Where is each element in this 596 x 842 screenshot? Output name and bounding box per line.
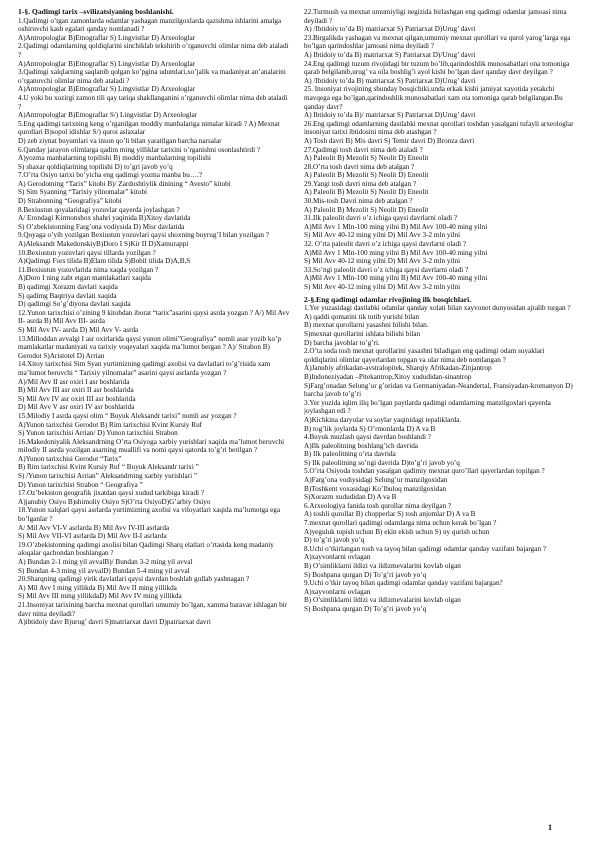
question-line: A)Mil Avv 1 Mln-100 ming yilni B) Mil Avv 100-40 ming yilni <box>304 222 488 231</box>
question-line: S)mexnat qurollarini ishlata bilishi bilan <box>304 329 421 338</box>
question-line: 10.Bexiustun yozuvlari qaysi tillarda yozilgan ? <box>18 248 156 257</box>
question-line: 1.Yer yuzasidagi dastlabki odamlar qanday xolati bilan xayvonot dunyosidan ajralib turgan ? <box>304 304 571 313</box>
question-line: A)Yunon tarixchisi Gerodot “Tarix” <box>18 454 122 463</box>
question-line: 7.O’rta Osiyo tarixi bo’yicha eng qadimgi yozma manba bu….? <box>18 171 203 180</box>
question-line: A) Ibtidoiy to’da B)/ matriarxat S) Patriarxat D)Urug’ davri <box>304 111 476 120</box>
question-line: A) Paleolit B) Mezolit S) Neolit D) Eneolit <box>304 188 429 197</box>
question-line: S) Mil Avv IV asr oxiri III asr boshlarida <box>18 394 136 403</box>
question-line: S) Mil Avv III ming yillikdaD) Mil Avv IV ming yillikda <box>18 592 182 601</box>
question-line: D) Yunon tarixchisi Strabon “ Geografiya ” <box>18 480 143 489</box>
question-line: 25. Insoniyat rivojining shunday bosqichiki,unda erkak kishi jamiyat xayotida yetakchi mavqega ega bo’lgan,qarindoshlik munosabatlari xam ota tomoniga qarab belgilangan.Bu qanday davr? <box>304 85 563 111</box>
question-line: S) Mil Avv 40-12 ming yilni D) Mil Avv 3-2 mln yilni <box>304 257 461 266</box>
question-line: 27.Qadimgi tosh davri nima deb ataladi ? <box>304 145 423 154</box>
question-line: 29.Yangi tosh davri nima deb atalgan ? <box>304 179 417 188</box>
document-page <box>18 8 578 830</box>
question-line: A) toshli qurollar B) chopperlar S) tosh anjomlar D) A va B <box>304 510 476 519</box>
question-line: A) Paleolit B) Mezolit S) Neolit D) Eneolit <box>304 171 429 180</box>
question-line: S) O’zbekistonning Farg’ona vodiysida D) Misr davlatida <box>18 222 185 231</box>
question-line: 33.So’ngi paleolit davri o’z ichiga qaysi davrlarni oladi ? <box>304 265 469 274</box>
question-line: D) Strabonning “Geografiya” kitobi <box>18 197 122 206</box>
question-line: A)Kichkina daryolar va soylar yaqinidagi tepaliklarda. <box>304 415 462 424</box>
question-line: A) Paleolit B) Mezolit S) Neolit D) Eneolit <box>304 154 429 163</box>
question-line: B) O’simliklarni ildizi va ildizmevalarini kovlab olgan <box>304 596 461 605</box>
question-line: 3.Qadimgi xalqlarning saqlanib qolgan ko’pgina udumlari,xo’jalik va madaniyat an’analarini o’rganuvchi olimlar nima deb ataladi ? <box>18 68 286 85</box>
question-line: A)Ilk paleolitning boshlang’ich davrida <box>304 441 418 450</box>
question-line: 15.Milodiy I asrda qaysi olim “ Buyuk Aleksandr tarixi” nomli asr yozgan ? <box>18 411 237 420</box>
question-line: A) Tosh davri B) Mis davri S) Temir davri D) Bronza davri <box>304 136 475 145</box>
question-line: B) Mil Avv III asr oxiri II asr boshlarida <box>18 386 134 395</box>
question-line: S) Yunon tarixchisi Arrian/ D) Yunon tarixchisi Strabon <box>18 429 178 438</box>
question-line: A)Qadimgi Fors tilida B)Elam tilida S)Bobil tilida D)A,B,S <box>18 257 191 266</box>
question-line: S) qadimg Baqtriya davlati xaqida <box>18 291 117 300</box>
question-line: A)Antropologlar B)Etnograflar S) Lingvistlar D) Arxeologlar <box>18 85 196 94</box>
question-line: D) zeb ziynat buyumlari va inson qo’li bilan yaratilgan barcha narsalar <box>18 136 222 145</box>
question-line: A) Gerodotning “Tarix” kitobi B)/ Zardushtiylik dinining “ Avesto” kitobi <box>18 179 231 188</box>
question-line: 22.Turmush va mexnat umumiyligi negizida birlashgan eng qadimgi odamlar jamoasi nima deyiladi ? <box>304 8 567 25</box>
question-line: S) Boshpana qurgan D) To’g’ri javob yo’q <box>304 570 427 579</box>
question-line: 14.Xitoy tarixchisi Sim Syan yurtimizning qadimgi axolisi va davlatlari to’g’risida xam ma’lumot beruvchi “ Tarixiy yilnomalar” asarini qaysi asrlarda yozgan ? <box>18 360 271 377</box>
question-line: A) /Ibtidoiy to’da B) matriarxat S) Patriarxat D)Urug’ davri <box>304 76 476 85</box>
question-line: 2.Qadimgi odamlarning qoldiqlarini sinchiklab tekshirib o’rganuvchi olimlar nima deb ataladi ? <box>18 42 289 59</box>
question-line: A)Aleksandr MakedonskiyB)Doro I S)Kir II D)Xamurappi <box>18 240 189 249</box>
question-line: 5.Eng qadimgi tarixning keng o’rganilgan moddiy manbalariga nimalar kiradi ? A) Mexnat qurollari B)sopol idishlar S/) quroi aslaxalar <box>18 119 280 137</box>
question-line: A) qaddi qomatini tik tutib yurishi bilan <box>304 312 419 321</box>
question-line: 7.mexnat qurollari qadimgi odamlarga nima uchun kerak bo’lgan ? <box>304 519 497 528</box>
question-line: D) qadimgi So’g’diyona davlati xaqida <box>18 300 131 309</box>
page-number: 1 <box>548 823 552 832</box>
question-line: S) Bundan 4-3 ming yil avvalD) Bundan 5-4 ming yil avval <box>18 566 190 575</box>
question-line: A)janubiy Osiyo B)shimoliy Osiyo S)O’rta OsiyoD)G’arbiy Osiyo <box>18 497 211 506</box>
question-line: 8.Uchi o’tkirlangan tosh va tayoq bilan qadimgi odamlar qanday vazifani bajargan ? <box>304 544 547 553</box>
question-line: B) qadimgi Xorazm davlati xaqida <box>18 283 118 291</box>
question-line: A)Mil Avv 1 Mln-100 ming yilni B) Mil Avv 100-40 ming yilni <box>304 274 488 283</box>
question-line: S) Ilk paleolitning so’ngi davrida D)to’g’ri javob yo’q <box>304 458 460 467</box>
question-line: A/ Erondagi Kirmonshox shahri yaqinida B)Xitoy davlatida <box>18 214 191 223</box>
question-line: B) mexnat qurollarni yasashni bilishi bilan. <box>304 321 429 330</box>
question-line: A)Farg’ona vodiysidagi Selung’ur manzilgoxidan <box>304 476 448 485</box>
question-line: 30.Mis-tosh Davri nima deb atalgan ? <box>304 197 413 206</box>
question-line: D) Mil Avv V asr oxiri IV asr boshlarida <box>18 403 135 412</box>
question-line: 4.U yoki bu xozirgi zamon tili qay tariqa shakllanganini o’rganuvchi olimlar nima deb ataladi ? <box>18 93 288 111</box>
question-line: A)/Mil Avv II asr oxiri I asr boshlarida <box>18 377 130 386</box>
question-line: 9.Qoyaga o’yib yozilgan Bexiustun yozuvlari qaysi shoxning buyrug’I bilan yozilgan ? <box>18 231 269 240</box>
question-line: A) Mil Avv I ming yillikda B) Mil Avv II ming yillikda <box>18 583 177 592</box>
question-line: 26.Eng qadimgi odamlarning dastlabki mexnat qurollari toshdan yasalgani tufayli arxeologlar insoniyat tarixi ibtidosini nima deb atashgan ? <box>304 119 574 137</box>
question-line: 20.Sharqning qadimgi yirik davlatlari qaysi davrdan boshlab gullab yashnagan ? <box>18 575 250 584</box>
question-line: 4.Buyuk muzlash qaysi davrdan boshlandi ? <box>304 433 431 442</box>
question-line: 28.O’rta tosh davri nima deb atalgan ? <box>304 162 415 171</box>
question-line: 32. O’rta paleolit davri o’z ichiga qaysi davrlarni oladi ? <box>304 240 467 249</box>
question-line: S) Mil Avv 40-12 ming yilni D) Mil Avv 3-2 mln yilni <box>304 231 461 240</box>
question-line: A)Doro I ning zabt etgan mamlakatlari xaqida <box>18 274 151 283</box>
question-line: A)ibtidoiy davr B)urug’ davri S)matriarxat davri D)patriarxat davri <box>18 618 211 627</box>
question-line: 21.Insoniyat tarixining barcha mexnat qurollari umumiy bo’lgan, xamma baravar ishlagan bir davr nima deyiladi? <box>18 600 288 618</box>
question-line: A)yeguluk topish uchun B) ekin ekish uchun S) uy qurish uchun <box>304 527 490 536</box>
right-column <box>304 8 578 830</box>
question-line: D) barcha javoblar to’g’ri. <box>304 338 380 347</box>
question-line: A)Janubiy afrikadan-avstralopitek, Sharqiy Afrikadan-Zinjantrop <box>304 364 492 373</box>
question-line: A)yozma manbalarning topilishi B) moddiy manbalarning topilishi <box>18 154 211 163</box>
question-line: 13.Milloddan avvalgi I asr oxirlarida qaysi yunon olimi”Geografiya” nomli asar yozib ko’p mamlakatlar madaniyati va tarixiy voqeyalari xaqida ma’lumot bergan ? A)/ Strabon B) Gerodot S)Aristotel D) Arrian <box>18 334 282 360</box>
question-line: 9.Uchi o’tkir tayoq bilan qadimgi odamlar qanday vazifani bajargan? <box>304 579 503 588</box>
question-line: S)Farg’onadan Selung’ur g’oridan va Germaniyadan-Neandertal, Fransiyadan-kromanyon D) barcha javob to’g’ri <box>304 381 573 399</box>
question-line: 6.Arxeologiya fanida tosh qurollar nima deyilgan ? <box>304 501 452 510</box>
question-line: A) Ibtidoiy to’da B) matriarxat S) Patriarxat D)/Urug’ davri <box>304 50 476 59</box>
question-line: S) /Yunon tarixchisi Arrian” Aleksandrning xarbiy yurishlari ” <box>18 472 198 481</box>
question-line: A)Antropologlar B)Etnograflar S) Lingvistlar D) Arxeologlar <box>18 33 196 42</box>
question-line: B) Rim tarixchisi Kvint Kursiy Ruf “ Buyuk Aleksandr tarixi ” <box>18 463 199 472</box>
question-line: A)Mil Avv 1 Mln-100 ming yilni B) Mil Avv 100-40 ming yilni <box>304 248 488 257</box>
question-line: D) to’g’ri javob yo’q <box>304 536 365 545</box>
question-line: 11.Bexiustun yozuvlarida nima xaqda yozilgan ? <box>18 265 159 274</box>
question-line: 19.O’zbekistonning qadimgi axolisi bilan Qadimgi Sharq elatlari o’rtasida keng madaniy aloqalar qachondan boshlangan ? <box>18 540 274 558</box>
question-line: A)Antropologlar B)Etnograflar S) Lingvistlar D) Arxeologlar <box>18 59 196 68</box>
question-line: 23.Birgalikda yashagan va mexnat qilgan,umumiy mexnat qurollari va qurol yarog’larga ega bo’lgan qarindoshlar jamoasi nima deyiladi ? <box>304 33 571 51</box>
question-line: A)xayvonlarni ovlagan <box>304 587 371 596</box>
question-line: 31.Ilk paleolit davri o’z ichiga qaysi davrlarni oladi ? <box>304 214 458 223</box>
question-line: B) tog’lik joylarda S) O’rmonlarda D) A va B <box>304 424 436 433</box>
question-line: 24.Eng qadimgi tuzum rivojidagi bir tuzum bo’lib,qarindoshlik munosabatlari ona tomoniga qarab belgilanib,urug’ va oila boshlig’i ayol kishi bo’lgan davr qanday davr deyilgan ? <box>304 59 570 77</box>
question-line: A)xayvonlarni ovlagan <box>304 553 371 562</box>
question-line: S) shaxar qoldiqlarining topilishi D) to’gri javob yo’q <box>18 162 173 171</box>
section-heading: 2-§.Eng qadimgi odamlar rivojining ilk bosqichlari. <box>304 294 472 304</box>
question-line: 1.Qadimgi o’tgan zamonlarda odamlar yashagan manzilgoxlarda qazishma ishlarini amalga oshiruvchi kasb egalari qanday nomlanadi ? <box>18 16 282 34</box>
question-line: B)Toshkent voxasidagi Ko’lbuloq manzilgoxidan <box>304 484 447 493</box>
question-line: 18.Yunon xalqlari qaysi asrlarda yurtimizning axolisi va viloyatlari xaqida ma’lumotga ega bo’lganlar ? <box>18 506 281 524</box>
question-line: B)Indoneziyadan –Pitekantrop,Xitoy xududidan-sinantrop <box>304 372 472 381</box>
question-line: B) Ilk paleolitning o’rta davrida <box>304 450 396 459</box>
question-line: A/ Mil Avv VI-V asrlarda B) Mil Avv IV-III asrlarda <box>18 523 170 532</box>
question-line: 3.Yer yuzida iqlim iliq bo’lgan paytlarda qadimgi odamlarning manzilgoxlari qayerda joylashgan edi ? <box>304 398 551 416</box>
question-line: S)Xorazm xududidan D) A va B <box>304 493 397 502</box>
question-line: 6.Qanday jarayon olimlarga qadim ming yilliklar tarixini o’rganishni osonlashtirdi ? <box>18 145 261 154</box>
question-line: S) Mil Avv 40-12 ming yilni D) Mil Avv 3-2 mln yilni <box>304 283 461 291</box>
left-column <box>18 8 292 830</box>
question-line: 2.O’ta soda tosh mexnat qurollarini yasashni biladigan eng qadimgi odam suyaklari qoldiqlarini olimlar qayerlardan topgan va ular nima deb nomlangan ? <box>304 347 545 364</box>
question-line: S) Mil Avv VII-VI asrlarda D) Mil Avv II-I asrlarda <box>18 532 167 541</box>
question-line: 5.O’rta Osiyoda toshdan yasalgan qadimiy mexnat quro’llari qayerlardan topilgan ? <box>304 467 545 476</box>
question-line: A) Bundan 2-1 ming yil avvalB)/ Bundan 3-2 ming yil avval <box>18 558 193 566</box>
question-line: 8.Bexiustun qoyalaridagi yozuvlar qayerda joylashgan ? <box>18 205 180 214</box>
question-line: A) /Ibtidoiy to’da B) matriarxat S) Patriarxat D)Urug’ davri <box>304 25 476 34</box>
question-line: A)Antropologlar B)Etnograflar S/) Lingvistlar D) Arxeologlar <box>18 111 198 120</box>
question-line: 16.Makedoniyalik Aleksandrning O’rta Osiyoga xarbiy yurishlari xaqida ma’lumot beruvchi milodiy II asrda yozilgan asarning muallifi va nomi qaysi qatorda to’g’ri berilgan ? <box>18 437 285 455</box>
question-line: S) Mil Avv IV- asrda D) Mil Avv V- asrda <box>18 325 139 334</box>
question-line: B) O’simliklarni ildizi va ildizmevalarini kovlab olgan <box>304 562 461 570</box>
question-line: S) Sim Syanning “Tarixiy yilnomalar” kitobi <box>18 188 148 197</box>
question-line: 12.Yunon tarixchisi o’zining 9 kitobdan iborat “tarix”asarini qaysi asrda yozgan ? A/) Mil Avv II- asrda B) Mil Avv III- asrda <box>18 308 290 326</box>
question-line: S) Boshpana qurgan D) To’g’ri javob yo’q <box>304 604 427 613</box>
section-heading: 1-§. Qadimgi tarix –svilizatsiyaning boshlanishi. <box>18 8 174 16</box>
question-line: A)Yunon tarixchisi Gerodot B) Rim tarixchisi Kvint Kursiy Ruf <box>18 420 203 429</box>
question-line: 17.Oz’bekiston geografik jixatdan qaysi xudud tarkibiga kiradi ? <box>18 489 205 498</box>
question-line: A) Paleolit B) Mezolit S) Neolit D) Eneolit <box>304 205 429 214</box>
